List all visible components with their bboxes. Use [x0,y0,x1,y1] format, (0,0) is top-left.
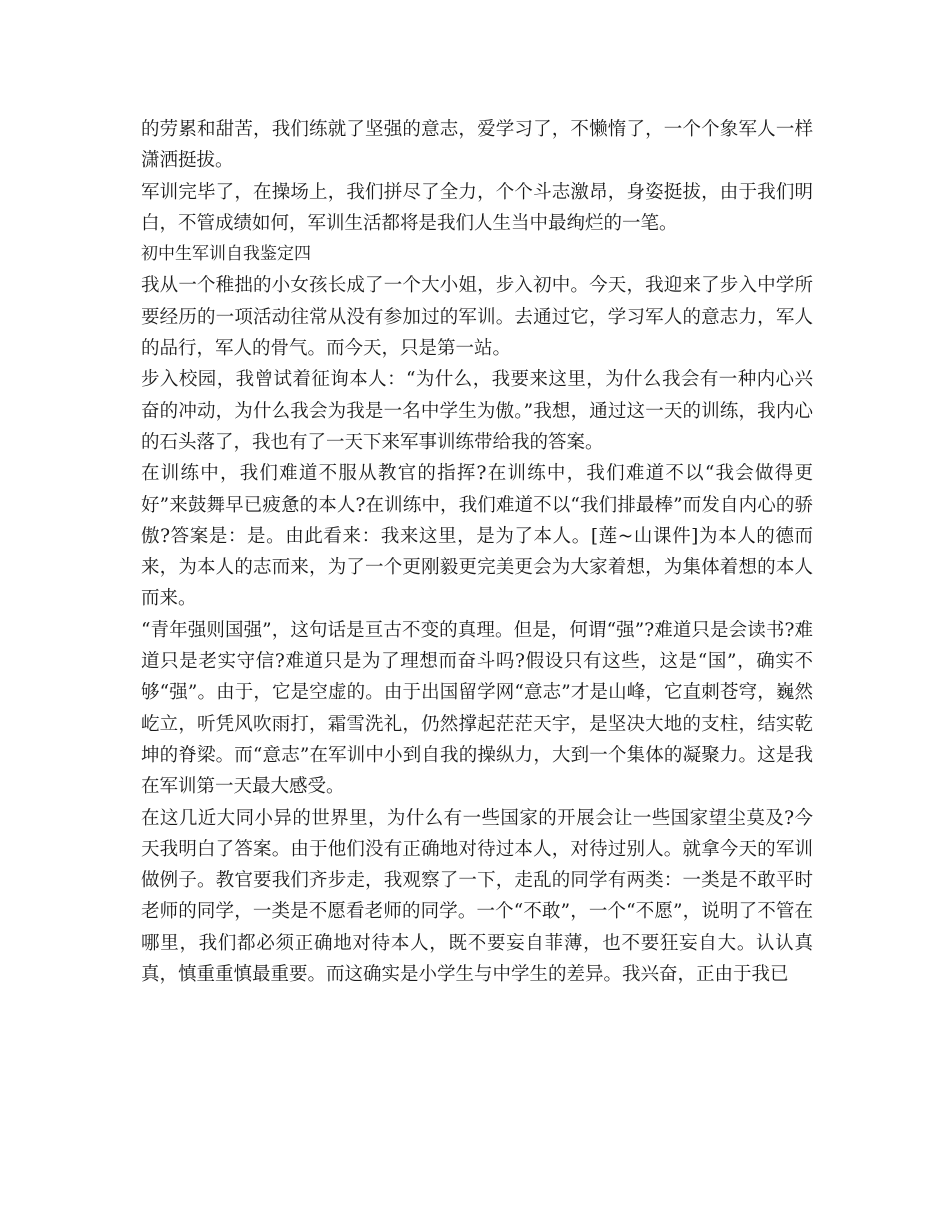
paragraph-youth-strong: “青年强则国强”，这句话是亘古不变的真理。但是，何谓“强”?难道只是会读书?难道只是老实守信?难道只是为了理想而奋斗吗?假设只有这些，这是“国”，确实不够“强”。由于，它是空虚的。由于出国留学网“意志”才是山峰，它直刺苍穹，巍然屹立，听凭风吹雨打，霜雪洗礼，仍然撑起茫茫天宇，是坚决大地的支柱，结实乾坤的脊梁。而“意志”在军训中小到自我的操纵力，大到一个集体的凝聚力。这是我在军训第一天最大感受。 [141,619,813,798]
paragraph-training: 在训练中，我们难道不服从教官的指挥?在训练中，我们难道不以“我会做得更好”来鼓舞早已疲惫的本人?在训练中，我们难道不以“我们排最棒”而发自内心的骄傲?答案是：是。由此看来：我来这里，是为了本人。[莲~山课件]为本人的德而来，为本人的志而来，为了一个更刚毅更完美更会为大家着想，为集体着想的本人而来。 [141,463,813,610]
paragraph-intro: 我从一个稚拙的小女孩长成了一个大小姐，步入初中。今天，我迎来了步入中学所要经历的一项活动往常从没有参加过的军训。去通过它，学习军人的意志力，军人的品行，军人的骨气。而今天，只是第一站。 [141,275,813,360]
paragraph-continuation: 的劳累和甜苦，我们练就了坚强的意志，爱学习了，不懒惰了，一个个象军人一样潇洒挺拔。 [141,119,813,172]
section-heading: 初中生军训自我鉴定四 [141,244,311,265]
paragraph-training-end: 军训完毕了，在操场上，我们拼尽了全力，个个斗志激昂，身姿挺拔，由于我们明白，不管成绩如何，军训生活都将是我们人生当中最绚烂的一笔。 [141,181,813,234]
paragraph-self-question: 步入校园，我曾试着征询本人：“为什么，我要来这里，为什么我会有一种内心兴奋的冲动，为什么我会为我是一名中学生为傲。”我想，通过这一天的训练，我内心的石头落了，我也有了一天下来军事训练带给我的答案。 [141,369,813,453]
paragraph-world: 在这几近大同小异的世界里，为什么有一些国家的开展会让一些国家望尘莫及?今天我明白了答案。由于他们没有正确地对待过本人，对待过别人。就拿今天的军训做例子。教官要我们齐步走，我观察了一下，走乱的同学有两类：一类是不敢平时老师的同学，一类是不愿看老师的同学。一个“不敢”，一个“不愿”，说明了不管在哪里，我们都必须正确地对待本人，既不要妄自菲薄，也不要狂妄自大。认认真真，慎重重慎最重要。而这确实是小学生与中学生的差异。我兴奋，正由于我已 [141,807,813,986]
document-body [141,114,813,990]
